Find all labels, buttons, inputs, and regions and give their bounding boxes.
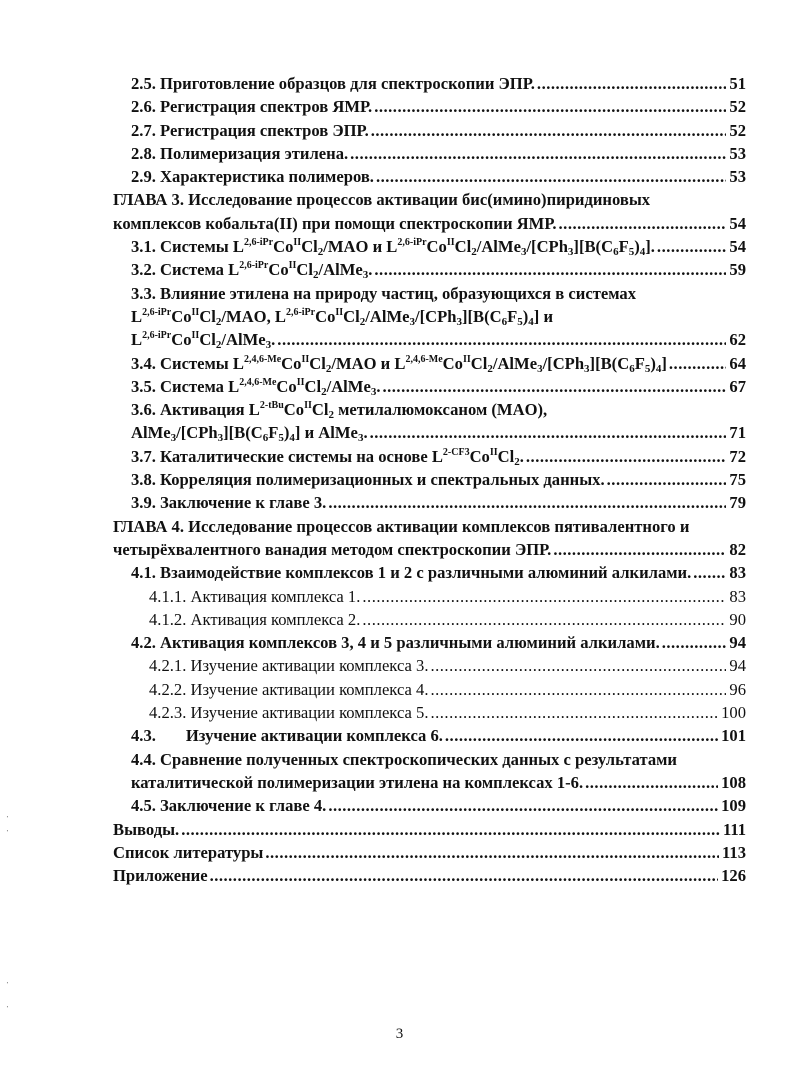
toc-entry-4-1 — [0, 561, 799, 584]
toc-entry-title: Заключение к главе 3. — [160, 493, 327, 513]
toc-entry-title: Приложение — [113, 866, 208, 886]
toc-entry-4-2 — [0, 631, 799, 654]
toc-entry-3-3-line-3 — [0, 328, 799, 351]
toc-entry-title: 3.6. Активация $L^{2-tBu}Co^{II}Cl_2$ метилалюмоксаном (MAO), — [131, 400, 548, 422]
toc-entry-4-1-2 — [0, 608, 799, 631]
toc-page-number: 62 — [729, 330, 746, 350]
toc-entry-title: Характеристика полимеров. — [160, 167, 374, 187]
toc-entry-title: 3.5. Система $L^{2,4,6-Me}Co^{II}Cl_2/AlMe_3$. — [131, 376, 381, 398]
toc-page-number: 101 — [721, 726, 746, 746]
toc-entry-title: каталитической полимеризации этилена на комплексах 1-6. — [131, 772, 584, 792]
toc-entry-title: Корреляция полимеризационных и спектральных данных. — [160, 470, 605, 490]
toc-entry-4-4-line-1 — [0, 748, 799, 771]
dot-leader — [430, 654, 726, 677]
toc-entry-3-4 — [0, 352, 799, 375]
toc-entry-title: Список литературы — [113, 842, 264, 862]
toc-entry-number: 4.5. — [131, 796, 156, 816]
dot-leader — [662, 631, 727, 654]
toc-entry-4-4-line-2 — [0, 771, 799, 794]
toc-entry-3-6-line-1 — [0, 398, 799, 421]
toc-page-number: 83 — [729, 563, 746, 583]
toc-page-number: 53 — [729, 167, 746, 187]
toc-page-number: 72 — [729, 446, 746, 466]
toc-page-number: 126 — [721, 866, 746, 886]
dot-leader — [382, 375, 726, 398]
toc-page-number: 64 — [729, 353, 746, 373]
toc-entry-2-6 — [0, 95, 799, 118]
toc-page-number: 54 — [729, 237, 746, 257]
toc-entry-number: 4.1.2. — [149, 609, 187, 629]
dot-leader — [445, 724, 718, 747]
dot-leader — [277, 328, 726, 351]
toc-page-number: 53 — [729, 143, 746, 163]
toc-entry-2-7 — [0, 119, 799, 142]
toc-page-number: 82 — [729, 539, 746, 559]
toc-chapter-title: четырёхвалентного ванадия методом спектроскопии ЭПР. — [113, 539, 552, 559]
dot-leader — [328, 491, 726, 514]
toc-page-number: 83 — [729, 586, 746, 606]
dot-leader — [374, 258, 726, 281]
scan-speck — [6, 978, 9, 989]
toc-entry-2-9 — [0, 165, 799, 188]
toc-entry-4-3 — [0, 724, 799, 747]
toc-entry-number: 3.8. — [131, 470, 156, 490]
toc-entry-4-2-3 — [0, 701, 799, 724]
toc-entry-number: 2.7. — [131, 120, 156, 140]
dot-leader — [265, 841, 719, 864]
scan-speck — [6, 826, 9, 837]
toc-entry-3-9 — [0, 491, 799, 514]
toc-page-number: 111 — [722, 819, 746, 839]
toc-entry-title: Изучение активации комплекса 6. — [185, 726, 443, 746]
toc-entry-title: Активация комплекса 1. — [190, 586, 361, 606]
toc-entry-3-1 — [0, 235, 799, 258]
toc-entry-title: Заключение к главе 4. — [160, 796, 327, 816]
dot-leader — [350, 142, 726, 165]
toc-entry-title: Выводы. — [113, 819, 180, 839]
toc-entry-number: 4.1. — [131, 563, 156, 583]
toc-entry-3-3-line-2 — [0, 305, 799, 328]
toc-entry-title: 3.7. Каталитические системы на основе $L^{2-CF3}Co^{II}Cl_2$. — [131, 446, 524, 468]
toc-page-number: 75 — [729, 470, 746, 490]
toc-page-number: 94 — [729, 656, 746, 676]
toc-entry-4-1-1 — [0, 585, 799, 608]
toc-chapter-title: комплексов кобальта(II) при помощи спектроскопии ЯМР. — [113, 213, 557, 233]
toc-page-number: 79 — [729, 493, 746, 513]
toc-page-number: 109 — [721, 796, 746, 816]
toc-entry-number: 2.6. — [131, 97, 156, 117]
toc-entry-references — [0, 841, 799, 864]
toc-entry-title: Регистрация спектров ЯМР. — [160, 97, 373, 117]
toc-page-number: 108 — [721, 772, 746, 792]
toc-entry-title: $L^{2,6-iPr}Co^{II}Cl_2$/MAO, $L^{2,6-iPr}Co^{II}Cl_2/AlMe_3/[CPh_3][B(C_6F_5)_4]$ и — [131, 306, 554, 328]
toc-page-number: 94 — [729, 633, 746, 653]
dot-leader — [553, 538, 726, 561]
toc-entry-title: 3.2. Система $L^{2,6-iPr}Co^{II}Cl_2/AlMe_3$. — [131, 260, 373, 282]
toc-page-number: 96 — [729, 679, 746, 699]
toc-entry-number: 3.9. — [131, 493, 156, 513]
toc-entry-2-8 — [0, 142, 799, 165]
toc-entry-title: Регистрация спектров ЭПР. — [160, 120, 369, 140]
toc-page-number: 54 — [729, 213, 746, 233]
dot-leader — [693, 561, 726, 584]
dot-leader — [607, 468, 727, 491]
toc-entry-4-2-2 — [0, 678, 799, 701]
toc-entry-number: 2.9. — [131, 167, 156, 187]
toc-page-number: 90 — [729, 609, 746, 629]
toc-entry-number: 2.5. — [131, 74, 156, 93]
toc-entry-conclusions — [0, 818, 799, 841]
dot-leader — [328, 794, 718, 817]
toc-entry-title: Активация комплексов 3, 4 и 5 различными алюминий алкилами. — [160, 633, 660, 653]
toc-entry-title: $L^{2,6-iPr}Co^{II}Cl_2/AlMe_3$. — [131, 330, 276, 352]
toc-page-number: 71 — [729, 423, 746, 443]
toc-page-number: 67 — [729, 376, 746, 396]
toc-entry-title: Изучение активации комплекса 5. — [190, 703, 429, 723]
dot-leader — [537, 72, 726, 95]
toc-entry-title: Активация комплекса 2. — [190, 609, 361, 629]
toc-chapter-4-line-1 — [0, 515, 799, 538]
toc-page-number: 52 — [729, 120, 746, 140]
toc-entry-number: 4.2.1. — [149, 656, 187, 676]
toc-entry-4-2-1 — [0, 654, 799, 677]
toc-entry-title: 3.1. Системы $L^{2,6-iPr}Co^{II}Cl_2$/MAO и $L^{2,6-iPr}Co^{II}Cl_2/AlMe_3/[CPh_3][B(C_6F_5)_4]$. — [131, 237, 655, 259]
toc-entry-number: 2.8. — [131, 143, 156, 163]
dot-leader — [371, 119, 727, 142]
toc-entry-number: 4.1.1. — [149, 586, 187, 606]
dot-leader — [210, 864, 719, 887]
toc-entry-3-6-line-2 — [0, 421, 799, 444]
toc-page-number: 113 — [722, 842, 746, 862]
toc-page-number: 100 — [721, 703, 746, 723]
toc-chapter-title: ГЛАВА 4. Исследование процессов активации комплексов пятивалентного и — [113, 516, 690, 536]
toc-entry-2-5 — [0, 72, 799, 95]
table-of-contents — [0, 72, 799, 887]
dot-leader — [526, 445, 727, 468]
toc-entry-title: Изучение активации комплекса 4. — [190, 679, 429, 699]
toc-entry-title: Полимеризация этилена. — [160, 143, 349, 163]
toc-entry-title: $AlMe_3/[CPh_3][B(C_6F_5)_4]$ и AlMe$_3$. — [131, 423, 368, 445]
dot-leader — [430, 701, 718, 724]
toc-entry-appendix — [0, 864, 799, 887]
toc-chapter-3-line-1 — [0, 188, 799, 211]
toc-entry-number: 4.2. — [131, 633, 156, 653]
toc-entry-title: Взаимодействие комплексов 1 и 2 с различными алюминий алкилами. — [160, 563, 692, 583]
toc-entry-3-2 — [0, 258, 799, 281]
toc-entry-3-7 — [0, 445, 799, 468]
dot-leader — [376, 165, 726, 188]
dot-leader — [559, 212, 727, 235]
toc-entry-number: 4.2.2. — [149, 679, 187, 699]
dot-leader — [362, 585, 726, 608]
toc-entry-title: 4.4. Сравнение полученных спектроскопических данных с результатами — [131, 749, 677, 769]
dot-leader — [669, 352, 727, 375]
page-number: 3 — [395, 1026, 404, 1042]
dot-leader — [585, 771, 718, 794]
toc-entry-3-8 — [0, 468, 799, 491]
scan-speck — [6, 1002, 9, 1013]
toc-page-number: 51 — [729, 74, 746, 93]
toc-entry-3-5 — [0, 375, 799, 398]
toc-entry-title: Приготовление образцов для спектроскопии ЭПР. — [160, 74, 535, 93]
scan-speck — [6, 812, 9, 823]
toc-page-number: 59 — [729, 260, 746, 280]
dot-leader — [374, 95, 726, 118]
toc-entry-number: 4.3. — [131, 726, 156, 746]
toc-entry-title: 3.4. Системы $L^{2,4,6-Me}Co^{II}Cl_2$/MAO и $L^{2,4,6-Me}Co^{II}Cl_2/AlMe_3/[CPh_3][B(C_6F_5)_4]$ — [131, 353, 667, 375]
dot-leader — [370, 421, 727, 444]
toc-page-number: 52 — [729, 97, 746, 117]
toc-entry-4-5 — [0, 794, 799, 817]
dot-leader — [362, 608, 726, 631]
toc-chapter-3-line-2 — [0, 212, 799, 235]
dot-leader — [657, 235, 726, 258]
toc-entry-number: 4.2.3. — [149, 703, 187, 723]
toc-entry-title: Изучение активации комплекса 3. — [190, 656, 429, 676]
dot-leader — [181, 818, 720, 841]
toc-entry-title: 3.3. Влияние этилена на природу частиц, образующихся в системах — [131, 283, 636, 303]
toc-chapter-title: ГЛАВА 3. Исследование процессов активации бис(имино)пиридиновых — [113, 190, 651, 210]
toc-entry-3-3-line-1 — [0, 282, 799, 305]
dot-leader — [430, 678, 726, 701]
toc-chapter-4-line-2 — [0, 538, 799, 561]
